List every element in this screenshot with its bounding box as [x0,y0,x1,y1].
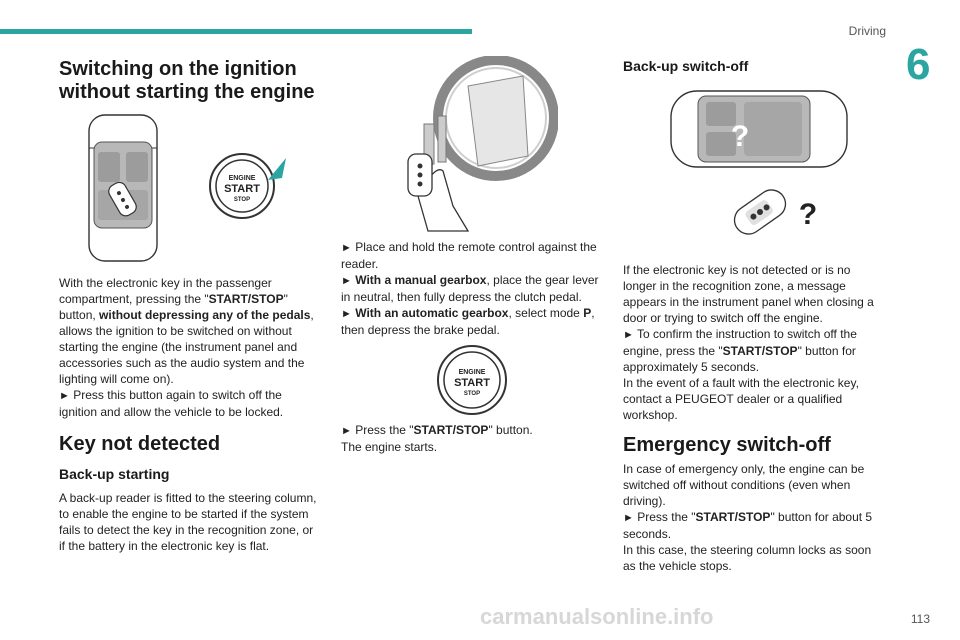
heading-key-not-detected: Key not detected [59,433,221,455]
col1-title [59,58,321,104]
col1-para1 [59,275,321,387]
text-bold: without depressing any of the pedals [99,308,311,322]
col3-body [623,262,883,574]
btn-label-line1: ENGINE [228,175,256,182]
text: Place and hold the remote control against the reader. [341,240,597,271]
heading-backup-switchoff: Back-up switch-off [623,58,749,74]
col3-para2: In the event of a fault with the electronic key, contact a PEUGEOT dealer or a qualified workshop. [623,376,859,422]
section-label: Driving [848,24,886,38]
col1-para2: A back-up reader is fitted to the steering column, to enable the engine to be started if the system fails to detect the key in the recognition zone, or if the battery in the electronic key is flat. [59,491,317,553]
col1-bullet1 [59,387,321,420]
btn-label-line3: STOP [463,391,481,397]
text: , select mode [508,306,584,320]
btn-label-line2: START [224,183,260,195]
bullet-icon: ► [341,308,352,320]
col3-para1: If the electronic key is not detected or is no longer in the recognition zone, a message appears in the instrument panel when closing a door or trying to switch off the engine. [623,263,874,325]
col3-heading [623,58,883,74]
col2-body [341,239,606,338]
col2-bullet4 [341,422,606,439]
text: To confirm the instruction to switch off the engine, press the " [623,327,857,358]
heading-emergency-switchoff: Emergency switch-off [623,434,831,456]
text-bold: START/STOP [208,292,284,306]
start-button-press-illustration [208,150,288,220]
top-accent-bar [0,29,472,34]
col2-bullet1 [341,239,606,272]
text: Press this button again to switch off the ignition and allow the vehicle to be locked. [59,388,284,419]
col3-bullet2 [623,509,883,542]
text: With the electronic key in the passenger compartment, pressing the " [59,276,272,306]
text: " button, [59,292,288,322]
bullet-icon: ► [59,390,70,402]
title-line1: Switching on the ignition [59,58,297,80]
col3-para4: In this case, the steering column locks as soon as the vehicle stops. [623,543,872,573]
text-bold: With an automatic gearbox [355,306,509,320]
car-key-inside-illustration [86,112,160,264]
chapter-number: 6 [906,40,931,89]
col2-body-end [341,422,606,455]
text-bold: P [583,306,592,320]
title-line2: without starting the engine [59,81,315,103]
key-fob-unknown-illustration [726,180,822,242]
car-key-missing-illustration [668,88,852,170]
col3-para3: In case of emergency only, the engine can be switched off without conditions (even when driving). [623,462,865,508]
col2-bullet2 [341,272,606,305]
text-bold: With a manual gearbox [355,273,487,287]
start-button-illustration [436,344,508,416]
text: " button for about 5 seconds. [623,510,873,541]
text-bold: START/STOP [722,344,798,358]
text: " button. [488,423,533,437]
col2-para-end: The engine starts. [341,440,438,454]
text: Press the " [637,510,696,524]
text: , place the gear lever in neutral, then fully depress the clutch pedal. [341,273,599,304]
question-mark-icon: ? [798,198,818,231]
bullet-icon: ► [341,275,352,287]
bullet-icon: ► [341,242,352,254]
btn-label-line2: START [454,377,490,389]
page-number: 113 [910,612,930,626]
watermark: carmanualsonline.info [480,604,714,629]
bullet-icon: ► [623,512,634,524]
text: Press the " [355,423,414,437]
col2-bullet3 [341,305,606,338]
question-mark-icon: ? [730,120,750,153]
bullet-icon: ► [623,329,634,341]
col3-bullet1 [623,326,883,375]
bullet-icon: ► [341,425,352,437]
col1-body [59,275,321,554]
btn-label-line1: ENGINE [458,369,486,376]
heading-backup-starting: Back-up starting [59,466,170,482]
btn-label-line3: STOP [233,197,251,203]
steering-column-reader-illustration [398,56,558,236]
text: " button for approximately 5 seconds. [623,344,856,374]
text: , then depress the brake pedal. [341,306,595,337]
text-bold: START/STOP [413,423,489,437]
text: , allows the ignition to be switched on without starting the engine (the instrument panel and accessories such as the audio system and the lighting will come on). [59,308,314,386]
text-bold: START/STOP [695,510,771,524]
